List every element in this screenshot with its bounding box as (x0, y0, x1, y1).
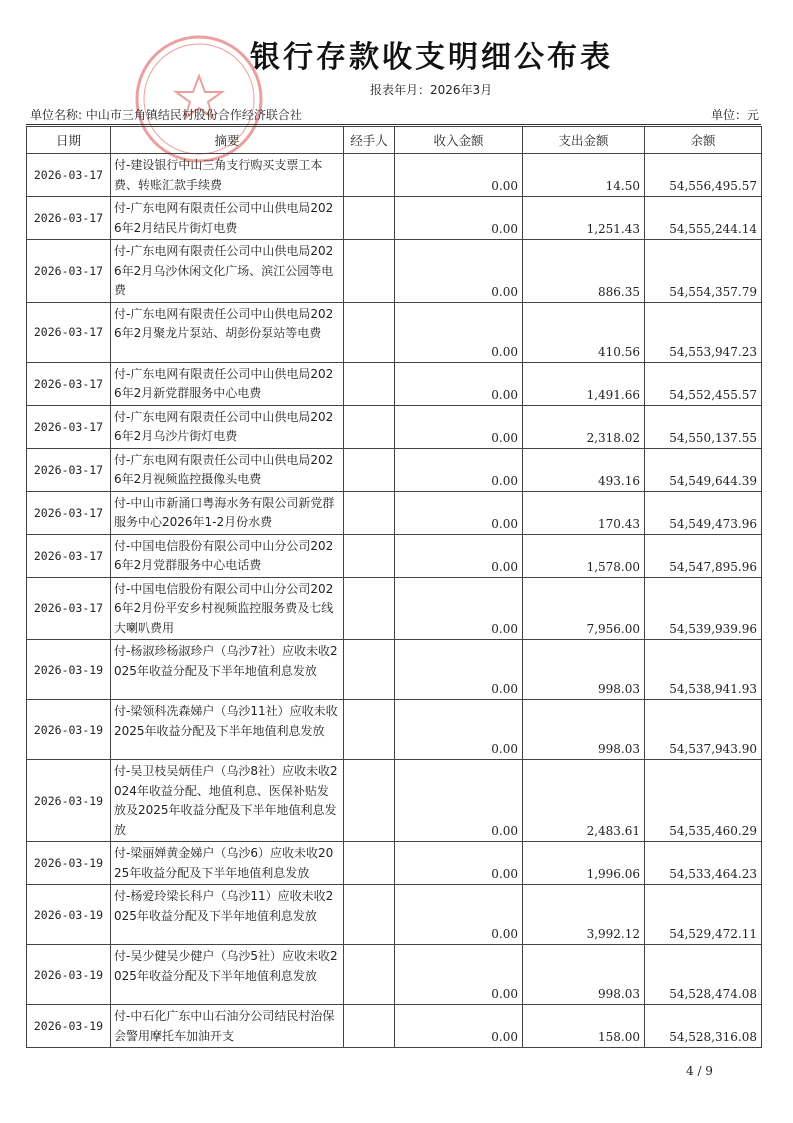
cell-date: 2026-03-19 (27, 700, 111, 760)
table-row (27, 842, 762, 885)
table-row (27, 491, 762, 534)
cell-handler (344, 885, 395, 945)
cell-summary: 付-吴卫枝吴炳佳户（乌沙8社）应收未收2024年收益分配、地值利息、医保补贴发放及2025年收益分配及下半年地值利息发放 (111, 760, 344, 842)
cell-income: 0.00 (395, 885, 523, 945)
cell-balance: 54,550,137.55 (645, 405, 762, 448)
cell-handler (344, 760, 395, 842)
cell-expense: 1,251.43 (523, 197, 645, 240)
table-row (27, 760, 762, 842)
cell-income: 0.00 (395, 405, 523, 448)
cell-balance: 54,547,895.96 (645, 534, 762, 577)
cell-income: 0.00 (395, 640, 523, 700)
cell-handler (344, 154, 395, 197)
cell-expense: 998.03 (523, 700, 645, 760)
cell-balance: 54,528,316.08 (645, 1005, 762, 1048)
cell-balance: 54,554,357.79 (645, 240, 762, 303)
cell-date: 2026-03-17 (27, 491, 111, 534)
table-row (27, 240, 762, 303)
cell-summary: 付-杨淑珍杨淑珍户（乌沙7社）应收未收2025年收益分配及下半年地值利息发放 (111, 640, 344, 700)
page-title: 银行存款收支明细公布表 (250, 40, 613, 75)
cell-expense: 1,491.66 (523, 362, 645, 405)
unit-info-row (26, 104, 761, 125)
cell-handler (344, 945, 395, 1005)
cell-date: 2026-03-17 (27, 362, 111, 405)
cell-income: 0.00 (395, 154, 523, 197)
page-number: 4 / 9 (686, 1064, 713, 1078)
table-row (27, 154, 762, 197)
table-row (27, 448, 762, 491)
cell-expense: 158.00 (523, 1005, 645, 1048)
cell-balance: 54,535,460.29 (645, 760, 762, 842)
cell-date: 2026-03-19 (27, 842, 111, 885)
table-row (27, 885, 762, 945)
table-row (27, 405, 762, 448)
organization-name: 单位名称: 中山市三角镇结民村股份合作经济联合社 (30, 108, 302, 122)
cell-balance: 54,549,473.96 (645, 491, 762, 534)
cell-summary: 付-建设银行中山三角支行购买支票工本费、转账汇款手续费 (111, 154, 344, 197)
currency-unit: 单位：元 (710, 108, 759, 122)
cell-balance: 54,538,941.93 (645, 640, 762, 700)
cell-income: 0.00 (395, 700, 523, 760)
table-row (27, 534, 762, 577)
cell-date: 2026-03-17 (27, 302, 111, 362)
cell-balance: 54,539,939.96 (645, 577, 762, 640)
cell-handler (344, 362, 395, 405)
cell-handler (344, 534, 395, 577)
cell-date: 2026-03-17 (27, 448, 111, 491)
column-header-balance: 余额 (645, 127, 762, 154)
column-header-summary: 摘要 (111, 127, 344, 154)
cell-date: 2026-03-17 (27, 154, 111, 197)
cell-summary: 付-广东电网有限责任公司中山供电局2026年2月乌沙片街灯电费 (111, 405, 344, 448)
cell-balance: 54,555,244.14 (645, 197, 762, 240)
cell-date: 2026-03-17 (27, 577, 111, 640)
cell-date: 2026-03-17 (27, 405, 111, 448)
table-row (27, 945, 762, 1005)
cell-handler (344, 700, 395, 760)
cell-handler (344, 240, 395, 303)
table-row (27, 640, 762, 700)
table-row (27, 302, 762, 362)
cell-date: 2026-03-17 (27, 197, 111, 240)
column-header-expense: 支出金额 (523, 127, 645, 154)
cell-summary: 付-吴少健吴少健户（乌沙5社）应收未收2025年收益分配及下半年地值利息发放 (111, 945, 344, 1005)
cell-summary: 付-中山市新涌口粤海水务有限公司新党群服务中心2026年1-2月份水费 (111, 491, 344, 534)
cell-expense: 7,956.00 (523, 577, 645, 640)
cell-summary: 付-广东电网有限责任公司中山供电局2026年2月视频监控摄像头电费 (111, 448, 344, 491)
cell-summary: 付-梁领科冼森娣户（乌沙11社）应收未收2025年收益分配及下半年地值利息发放 (111, 700, 344, 760)
cell-summary: 付-中国电信股份有限公司中山分公司2026年2月党群服务中心电话费 (111, 534, 344, 577)
cell-expense: 2,318.02 (523, 405, 645, 448)
cell-date: 2026-03-19 (27, 760, 111, 842)
cell-income: 0.00 (395, 362, 523, 405)
cell-balance: 54,549,644.39 (645, 448, 762, 491)
cell-summary: 付-广东电网有限责任公司中山供电局2026年2月新党群服务中心电费 (111, 362, 344, 405)
cell-handler (344, 197, 395, 240)
cell-income: 0.00 (395, 842, 523, 885)
cell-income: 0.00 (395, 197, 523, 240)
cell-expense: 170.43 (523, 491, 645, 534)
cell-income: 0.00 (395, 491, 523, 534)
cell-handler (344, 1005, 395, 1048)
cell-summary: 付-杨爱玲梁长科户（乌沙11）应收未收2025年收益分配及下半年地值利息发放 (111, 885, 344, 945)
cell-balance: 54,556,495.57 (645, 154, 762, 197)
cell-income: 0.00 (395, 448, 523, 491)
cell-expense: 2,483.61 (523, 760, 645, 842)
cell-income: 0.00 (395, 534, 523, 577)
cell-handler (344, 491, 395, 534)
cell-date: 2026-03-19 (27, 945, 111, 1005)
cell-balance: 54,529,472.11 (645, 885, 762, 945)
table-header-row (27, 127, 762, 154)
ledger-table (26, 126, 762, 1048)
column-header-income: 收入金额 (395, 127, 523, 154)
cell-handler (344, 302, 395, 362)
cell-date: 2026-03-17 (27, 240, 111, 303)
cell-handler (344, 842, 395, 885)
cell-handler (344, 448, 395, 491)
cell-handler (344, 405, 395, 448)
cell-summary: 付-广东电网有限责任公司中山供电局2026年2月结民片街灯电费 (111, 197, 344, 240)
cell-expense: 998.03 (523, 640, 645, 700)
cell-income: 0.00 (395, 302, 523, 362)
cell-expense: 493.16 (523, 448, 645, 491)
cell-expense: 3,992.12 (523, 885, 645, 945)
cell-expense: 886.35 (523, 240, 645, 303)
cell-balance: 54,528,474.08 (645, 945, 762, 1005)
cell-date: 2026-03-19 (27, 1005, 111, 1048)
cell-income: 0.00 (395, 945, 523, 1005)
cell-income: 0.00 (395, 577, 523, 640)
table-row (27, 362, 762, 405)
cell-expense: 1,578.00 (523, 534, 645, 577)
cell-date: 2026-03-19 (27, 640, 111, 700)
cell-handler (344, 577, 395, 640)
cell-date: 2026-03-17 (27, 534, 111, 577)
cell-balance: 54,553,947.23 (645, 302, 762, 362)
report-period: 报表年月：2026年3月 (370, 83, 493, 97)
column-header-date: 日期 (27, 127, 111, 154)
cell-balance: 54,552,455.57 (645, 362, 762, 405)
cell-summary: 付-广东电网有限责任公司中山供电局2026年2月乌沙休闲文化广场、滨江公园等电费 (111, 240, 344, 303)
cell-income: 0.00 (395, 760, 523, 842)
table-row (27, 197, 762, 240)
cell-income: 0.00 (395, 1005, 523, 1048)
cell-balance: 54,533,464.23 (645, 842, 762, 885)
cell-expense: 14.50 (523, 154, 645, 197)
cell-income: 0.00 (395, 240, 523, 303)
cell-summary: 付-广东电网有限责任公司中山供电局2026年2月聚龙片泵站、胡彭份泵站等电费 (111, 302, 344, 362)
cell-handler (344, 640, 395, 700)
cell-expense: 1,996.06 (523, 842, 645, 885)
table-row (27, 1005, 762, 1048)
table-row (27, 577, 762, 640)
cell-date: 2026-03-19 (27, 885, 111, 945)
table-row (27, 700, 762, 760)
cell-expense: 998.03 (523, 945, 645, 1005)
cell-summary: 付-中石化广东中山石油分公司结民村治保会警用摩托车加油开支 (111, 1005, 344, 1048)
cell-expense: 410.56 (523, 302, 645, 362)
column-header-handler: 经手人 (344, 127, 395, 154)
cell-balance: 54,537,943.90 (645, 700, 762, 760)
cell-summary: 付-中国电信股份有限公司中山分公司2026年2月份平安乡村视频监控服务费及七线大喇叭费用 (111, 577, 344, 640)
cell-summary: 付-梁丽婵黄金娣户（乌沙6）应收未收2025年收益分配及下半年地值利息发放 (111, 842, 344, 885)
